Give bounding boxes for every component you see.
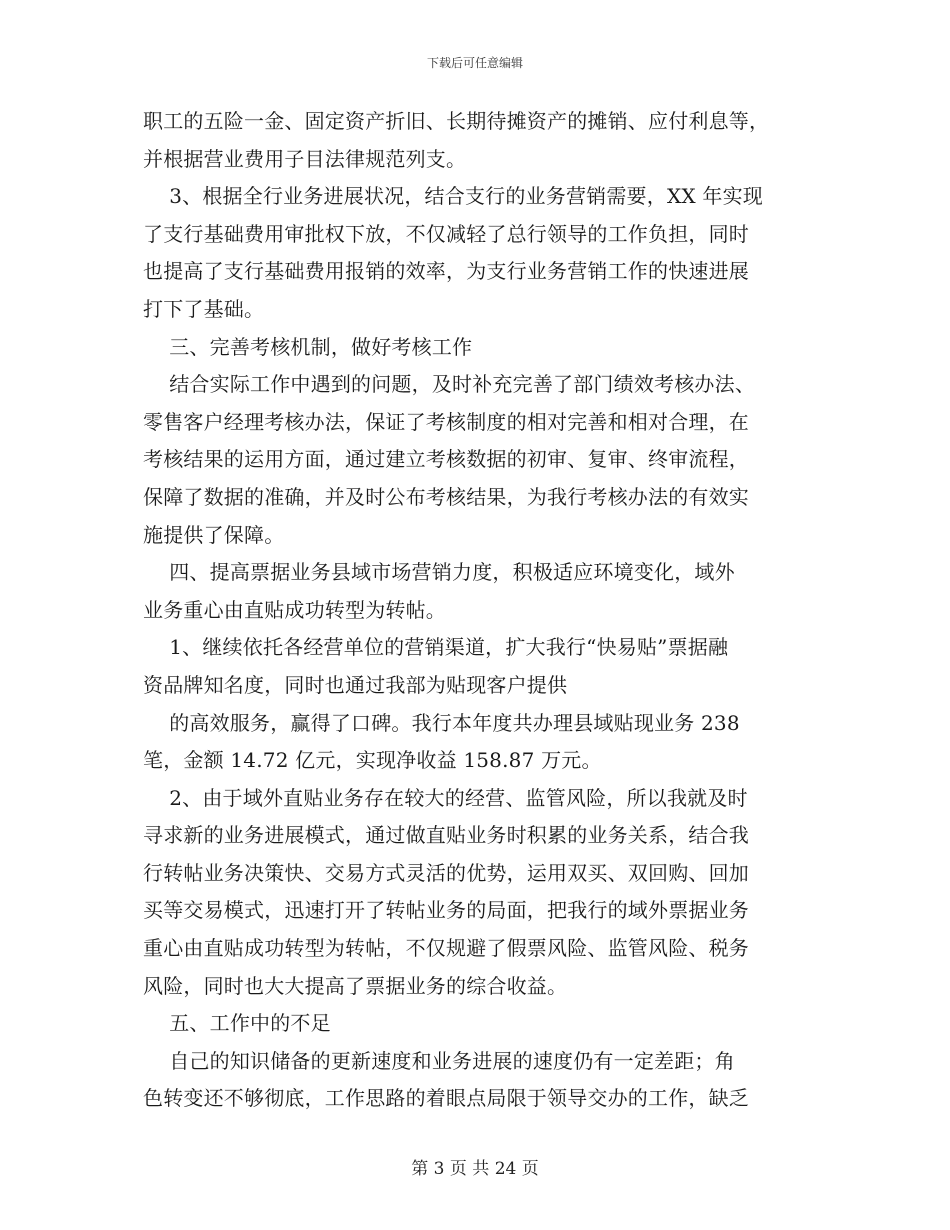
text-line: 1、继续依托各经营单位的营销渠道，扩大我行“快易贴”票据融 bbox=[143, 635, 729, 660]
page-header: 下载后可任意编辑 bbox=[426, 56, 523, 70]
section-heading: 三、完善考核机制，做好考核工作 bbox=[143, 334, 473, 359]
text-line: 自己的知识储备的更新速度和业务进展的速度仍有一定差距；角 bbox=[143, 1048, 735, 1073]
document-body bbox=[143, 103, 813, 1118]
text-line: 2、由于域外直贴业务存在较大的经营、监管风险，所以我就及时 bbox=[143, 785, 748, 810]
section-heading: 四、提高票据业务县域市场营销力度，积极适应环境变化，域外 bbox=[143, 560, 735, 585]
text-line: 的高效服务，赢得了口碑。我行本年度共办理县域贴现业务 238 bbox=[143, 710, 740, 735]
page-number: 第 3 页 共 24 页 bbox=[411, 1159, 539, 1179]
text-line: 资品牌知名度，同时也通过我部为贴现客户提供 bbox=[143, 672, 568, 697]
text-line: 笔，金额 14.72 亿元，实现净收益 158.87 万元。 bbox=[143, 748, 602, 773]
text-line: 行转帖业务决策快、交易方式灵活的优势，运用双买、双回购、回加 bbox=[143, 860, 749, 885]
text-line: 风险，同时也大大提高了票据业务的综合收益。 bbox=[143, 973, 568, 998]
text-line: 并根据营业费用子目法律规范列支。 bbox=[143, 146, 467, 171]
text-line: 打下了基础。 bbox=[143, 296, 265, 321]
text-line: 寻求新的业务进展模式，通过做直贴业务时积累的业务关系，结合我 bbox=[143, 823, 749, 848]
text-line: 结合实际工作中遇到的问题，及时补充完善了部门绩效考核办法、 bbox=[143, 372, 756, 397]
section-heading: 五、工作中的不足 bbox=[143, 1011, 331, 1036]
text-line: 重心由直贴成功转型为转帖，不仅规避了假票风险、监管风险、税务 bbox=[143, 936, 749, 961]
text-line: 3、根据全行业务进展状况，结合支行的业务营销需要，XX 年实现 bbox=[143, 184, 763, 209]
text-line: 零售客户经理考核办法，保证了考核制度的相对完善和相对合理，在 bbox=[143, 409, 749, 434]
text-line: 色转变还不够彻底，工作思路的着眼点局限于领导交办的工作，缺乏 bbox=[143, 1086, 749, 1111]
text-line: 了支行基础费用审批权下放，不仅减轻了总行领导的工作负担，同时 bbox=[143, 221, 749, 246]
text-line: 业务重心由直贴成功转型为转帖。 bbox=[143, 597, 446, 622]
text-line: 考核结果的运用方面，通过建立考核数据的初审、复审、终审流程， bbox=[143, 447, 749, 472]
text-line: 职工的五险一金、固定资产折旧、长期待摊资产的摊销、应付利息等， bbox=[143, 109, 770, 133]
text-line: 施提供了保障。 bbox=[143, 522, 285, 547]
text-line: 买等交易模式，迅速打开了转帖业务的局面，把我行的域外票据业务 bbox=[143, 898, 749, 923]
text-line: 保障了数据的准确，并及时公布考核结果，为我行考核办法的有效实 bbox=[143, 484, 749, 509]
text-line: 也提高了支行基础费用报销的效率，为支行业务营销工作的快速进展 bbox=[143, 259, 749, 284]
